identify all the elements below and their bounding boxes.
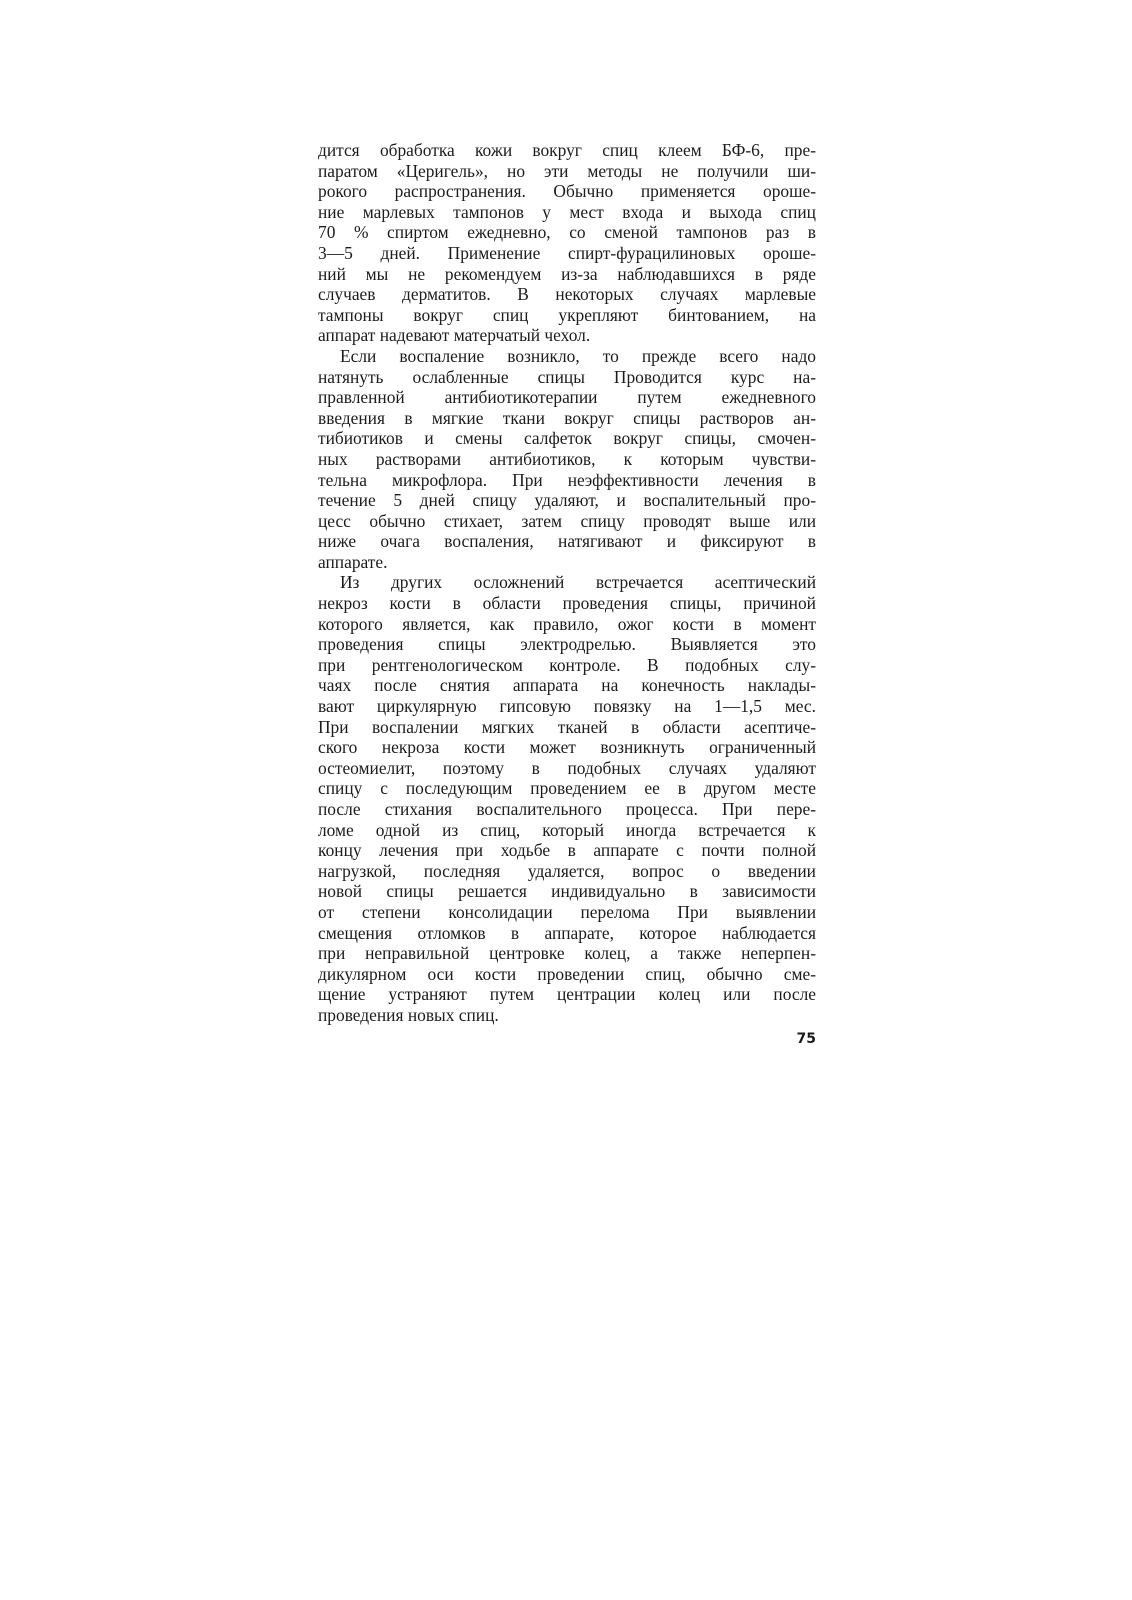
text-line: Если воспаление возникло, то прежде всего надо	[340, 345, 816, 366]
text-line: паратом «Церигель», но эти методы не получили ши-	[318, 160, 816, 181]
text-line: концу лечения при ходьбе в аппарате с почти полной	[318, 840, 816, 861]
text-line: тампоны вокруг спиц укрепляют бинтованием, на	[318, 304, 816, 325]
text-line: при неправильной центровке колец, а также неперпен-	[318, 943, 816, 964]
text-line: 70 % спиртом ежедневно, со сменой тампонов раз в	[318, 222, 816, 243]
text-line: аппарате.	[318, 551, 388, 572]
text-line: ниже очага воспаления, натягивают и фиксируют в	[318, 531, 816, 552]
text-line: вают циркулярную гипсовую повязку на 1—1,5 мес.	[318, 696, 816, 717]
text-line: ломе одной из спиц, который иногда встречается к	[318, 819, 816, 840]
text-line: 3—5 дней. Применение спирт-фурацилиновых ороше-	[318, 242, 816, 263]
text-line: нагрузкой, последняя удаляется, вопрос о введении	[318, 860, 816, 881]
text-line: новой спицы решается индивидуально в зависимости	[318, 881, 816, 902]
text-line: дикулярном оси кости проведении спиц, обычно сме-	[318, 963, 816, 984]
text-line: ского некроза кости может возникнуть ограниченный	[318, 737, 816, 758]
text-line: спицу с последующим проведением ее в другом месте	[318, 778, 816, 799]
text-line: тибиотиков и смены салфеток вокруг спицы, смочен-	[318, 428, 816, 449]
text-line: проведения новых спиц.	[318, 1004, 499, 1025]
text-line: после стихания воспалительного процесса. При пере-	[318, 799, 816, 819]
text-line: чаях после снятия аппарата на конечность наклады-	[318, 675, 816, 696]
text-line: дится обработка кожи вокруг спиц клеем БФ-6, пре-	[318, 140, 816, 160]
text-line: при рентгенологическом контроле. В подобных слу-	[318, 654, 816, 675]
text-line: введения в мягкие ткани вокруг спицы растворов ан-	[318, 407, 816, 428]
text-line: натянуть ослабленные спицы Проводится курс на-	[318, 366, 816, 387]
text-line: течение 5 дней спицу удаляют, и воспалительный про-	[318, 490, 816, 511]
paragraph	[318, 140, 816, 346]
text-line: правленной антибиотикотерапии путем ежедневного	[318, 387, 816, 408]
text-line: некроз кости в области проведения спицы, причиной	[318, 593, 816, 614]
text-line: При воспалении мягких тканей в области асептиче-	[318, 716, 816, 737]
paragraph	[318, 572, 816, 1025]
text-line: цесс обычно стихает, затем спицу проводят выше или	[318, 510, 816, 531]
paragraph	[318, 346, 816, 573]
text-line: ных растворами антибиотиков, к которым чувстви-	[318, 448, 816, 469]
page-number: 75	[796, 1031, 816, 1047]
body-text	[318, 140, 816, 1026]
text-line: от степени консолидации перелома При выявлении	[318, 901, 816, 922]
text-line: щение устраняют путем центрации колец или после	[318, 984, 816, 1005]
text-line: которого является, как правило, ожог кости в момент	[318, 613, 816, 634]
text-line: смещения отломков в аппарате, которое наблюдается	[318, 922, 816, 943]
text-line: проведения спицы электродрелью. Выявляется это	[318, 634, 816, 655]
text-line: ний мы не рекомендуем из-за наблюдавшихся в ряде	[318, 263, 816, 284]
text-line: ние марлевых тампонов у мест входа и выхода спиц	[318, 201, 816, 222]
text-line: Из других осложнений встречается асептический	[340, 572, 816, 593]
text-line: тельна микрофлора. При неэффективности лечения в	[318, 469, 816, 490]
text-line: случаев дерматитов. В некоторых случаях марлевые	[318, 284, 816, 305]
text-line: аппарат надевают матерчатый чехол.	[318, 325, 591, 346]
text-line: рокого распространения. Обычно применяется ороше-	[318, 181, 816, 202]
text-line: остеомиелит, поэтому в подобных случаях удаляют	[318, 757, 816, 778]
